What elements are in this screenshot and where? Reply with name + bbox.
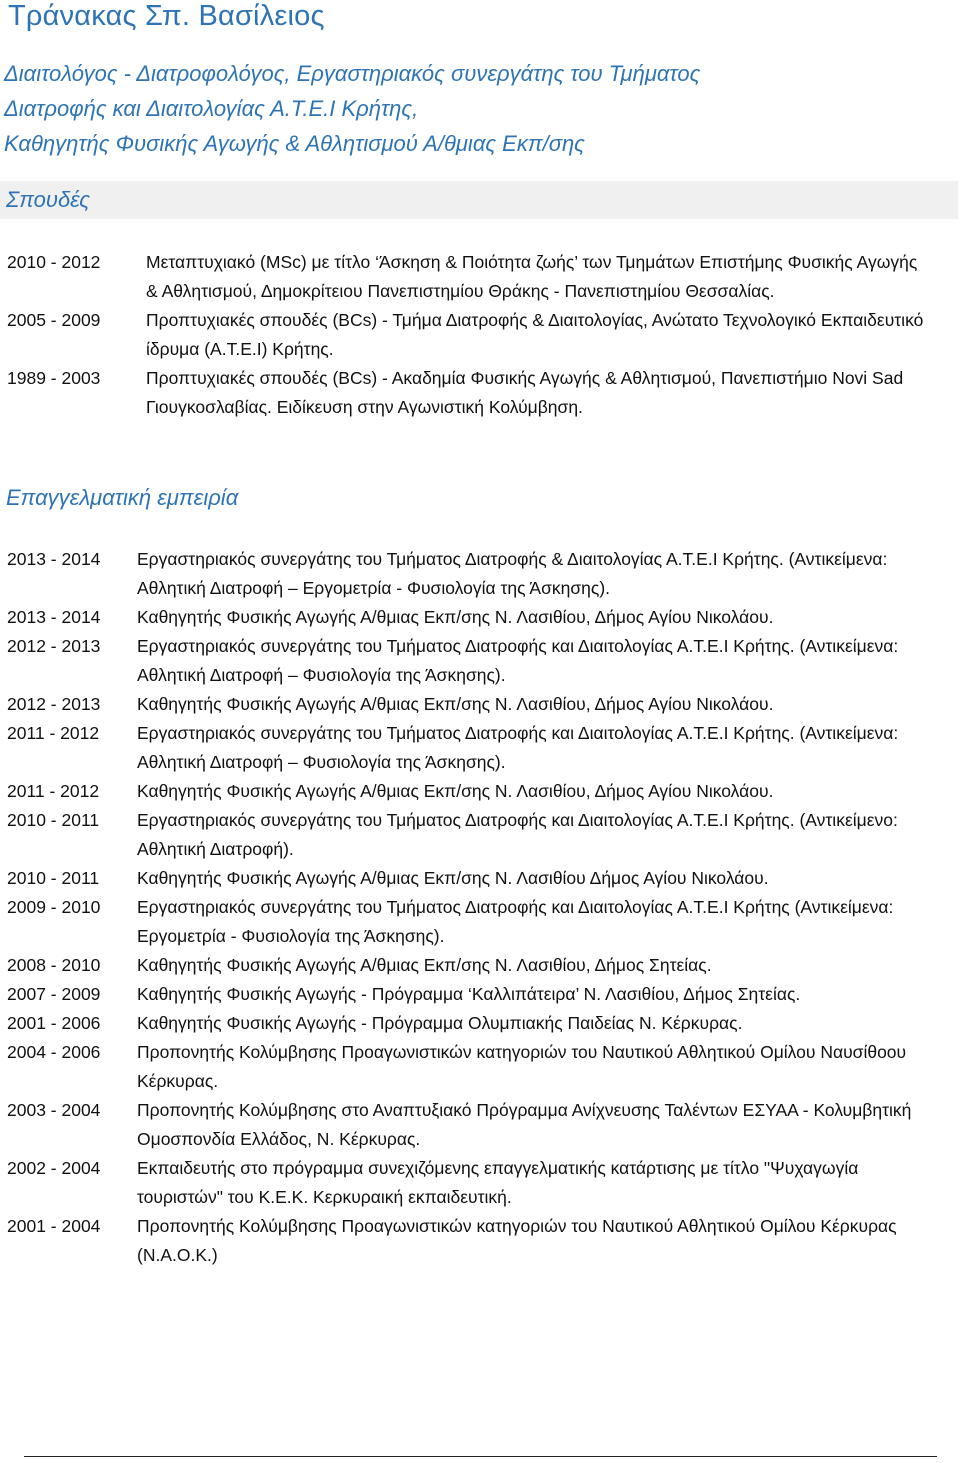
experience-list xyxy=(0,545,958,1270)
entry-description: Μεταπτυχιακό (MSc) με τίτλο ‘Άσκηση & Ποιότητα ζωής’ των Τμημάτων Επιστήμης Φυσικής Αγωγής & Αθλητισμού, Δημοκρίτειου Πανεπιστημίου Θράκης - Πανεπιστημίου Θεσσαλίας. xyxy=(146,252,918,301)
entry-period: 2005 - 2009 xyxy=(7,310,101,330)
experience-entry xyxy=(0,1038,958,1096)
experience-entry xyxy=(0,806,958,864)
entry-description: Προπτυχιακές σπουδές (BCs) - Τμήμα Διατροφής & Διαιτολογίας, Ανώτατο Τεχνολογικό Εκπαιδευτικό ίδρυμα (Α.Τ.Ε.Ι) Κρήτης. xyxy=(146,310,924,359)
entry-period: 2010 - 2011 xyxy=(7,810,100,830)
experience-entry xyxy=(0,951,958,980)
entry-period: 2009 - 2010 xyxy=(7,897,101,917)
entry-period: 1989 - 2003 xyxy=(7,368,101,388)
entry-period: 2010 - 2011 xyxy=(7,868,100,888)
experience-heading: Επαγγελματική εμπειρία xyxy=(6,485,239,510)
entry-period: 2012 - 2013 xyxy=(7,694,101,714)
entry-period: 2012 - 2013 xyxy=(7,636,101,656)
entry-description: Εργαστηριακός συνεργάτης του Τμήματος Διατροφής και Διαιτολογίας Α.Τ.Ε.Ι Κρήτης. (Αντικείμενα: Αθλητική Διατροφή – Φυσιολογία της Άσκησης). xyxy=(137,723,899,772)
entry-description: Εργαστηριακός συνεργάτης του Τμήματος Διατροφής & Διαιτολογίας Α.Τ.Ε.Ι Κρήτης. (Αντικείμενα: Αθλητική Διατροφή – Εργομετρία - Φυσιολογία της Άσκησης). xyxy=(137,549,888,598)
entry-description: Καθηγητής Φυσικής Αγωγής - Πρόγραμμα Ολυμπιακής Παιδείας Ν. Κέρκυρας. xyxy=(137,1013,743,1033)
entry-description: Εκπαιδευτής στο πρόγραμμα συνεχιζόμενης επαγγελματικής κατάρτισης με τίτλο "Ψυχαγωγία τουριστών" του Κ.Ε.Κ. Κερκυραική εκπαιδευτική. xyxy=(137,1158,859,1207)
subtitle-line: Καθηγητής Φυσικής Αγωγής & Αθλητισμού Α/θμιας Εκπ/σης xyxy=(4,131,585,156)
entry-description: Καθηγητής Φυσικής Αγωγής Α/θμιας Εκπ/σης Ν. Λασιθίου, Δήμος Σητείας. xyxy=(137,955,712,975)
entry-description: Καθηγητής Φυσικής Αγωγής Α/θμιας Εκπ/σης Ν. Λασιθίου, Δήμος Αγίου Νικολάου. xyxy=(137,607,774,627)
experience-entry xyxy=(0,545,958,603)
entry-period: 2001 - 2004 xyxy=(7,1216,101,1236)
studies-entry xyxy=(0,364,958,422)
entry-period: 2010 - 2012 xyxy=(7,252,101,272)
entry-description: Εργαστηριακός συνεργάτης του Τμήματος Διατροφής και Διαιτολογίας Α.Τ.Ε.Ι Κρήτης. (Αντικείμενο: Αθλητική Διατροφή). xyxy=(137,810,898,859)
experience-entry xyxy=(0,603,958,632)
entry-description: Καθηγητής Φυσικής Αγωγής Α/θμιας Εκπ/σης Ν. Λασιθίου, Δήμος Αγίου Νικολάου. xyxy=(137,694,774,714)
entry-description: Προπτυχιακές σπουδές (BCs) - Ακαδημία Φυσικής Αγωγής & Αθλητισμού, Πανεπιστήμιο Novi Sad Γιουγκοσλαβίας. Ειδίκευση στην Αγωνιστική Κολύμβηση. xyxy=(146,368,904,417)
subtitle-line: Διαιτολόγος - Διατροφολόγος, Εργαστηριακός συνεργάτης του Τμήματος xyxy=(4,61,701,86)
studies-list xyxy=(0,248,958,422)
entry-period: 2013 - 2014 xyxy=(7,549,101,569)
entry-description: Καθηγητής Φυσικής Αγωγής Α/θμιας Εκπ/σης Ν. Λασιθίου Δήμος Αγίου Νικολάου. xyxy=(137,868,769,888)
studies-entry xyxy=(0,306,958,364)
entry-description: Προπονητής Κολύμβησης Προαγωνιστικών κατηγοριών του Ναυτικού Αθλητικού Ομίλου Ναυσίθοου Κέρκυρας. xyxy=(137,1042,907,1091)
experience-entry xyxy=(0,1154,958,1212)
experience-entry xyxy=(0,777,958,806)
experience-entry xyxy=(0,690,958,719)
entry-description: Καθηγητής Φυσικής Αγωγής - Πρόγραμμα ‘Καλλιπάτειρα’ Ν. Λασιθίου, Δήμος Σητείας. xyxy=(137,984,801,1004)
entry-description: Εργαστηριακός συνεργάτης του Τμήματος Διατροφής και Διαιτολογίας Α.Τ.Ε.Ι Κρήτης. (Αντικείμενα: Αθλητική Διατροφή – Φυσιολογία της Άσκησης). xyxy=(137,636,899,685)
footer-divider xyxy=(24,1456,937,1457)
entry-period: 2007 - 2009 xyxy=(7,984,101,1004)
experience-entry xyxy=(0,1212,958,1270)
entry-period: 2002 - 2004 xyxy=(7,1158,101,1178)
entry-description: Προπονητής Κολύμβησης Προαγωνιστικών κατηγοριών του Ναυτικού Αθλητικού Ομίλου Κέρκυρας (Ν.Α.Ο.Κ.) xyxy=(137,1216,897,1265)
entry-period: 2011 - 2012 xyxy=(7,723,100,743)
experience-entry xyxy=(0,719,958,777)
experience-entry xyxy=(0,980,958,1009)
studies-heading: Σπουδές xyxy=(0,181,958,219)
entry-period: 2004 - 2006 xyxy=(7,1042,101,1062)
entry-description: Καθηγητής Φυσικής Αγωγής Α/θμιας Εκπ/σης Ν. Λασιθίου, Δήμος Αγίου Νικολάου. xyxy=(137,781,774,801)
entry-description: Εργαστηριακός συνεργάτης του Τμήματος Διατροφής και Διαιτολογίας Α.Τ.Ε.Ι Κρήτης (Αντικείμενα: Εργομετρία - Φυσιολογία της Άσκησης). xyxy=(137,897,894,946)
experience-entry xyxy=(0,1009,958,1038)
entry-period: 2008 - 2010 xyxy=(7,955,101,975)
entry-period: 2013 - 2014 xyxy=(7,607,101,627)
professional-title xyxy=(4,56,944,161)
studies-entry xyxy=(0,248,958,306)
experience-entry xyxy=(0,893,958,951)
experience-entry xyxy=(0,632,958,690)
subtitle-line: Διατροφής και Διαιτολογίας Α.Τ.Ε.Ι Κρήτης, xyxy=(4,96,419,121)
entry-period: 2001 - 2006 xyxy=(7,1013,101,1033)
experience-entry xyxy=(0,864,958,893)
experience-entry xyxy=(0,1096,958,1154)
person-name: Τράνακας Σπ. Βασίλειος xyxy=(8,0,325,32)
entry-period: 2011 - 2012 xyxy=(7,781,100,801)
entry-period: 2003 - 2004 xyxy=(7,1100,101,1120)
entry-description: Προπονητής Κολύμβησης στο Αναπτυξιακό Πρόγραμμα Ανίχνευσης Ταλέντων ΕΣΥΑΑ - Κολυμβητική Ομοσπονδία Ελλάδος, Ν. Κέρκυρας. xyxy=(137,1100,912,1149)
